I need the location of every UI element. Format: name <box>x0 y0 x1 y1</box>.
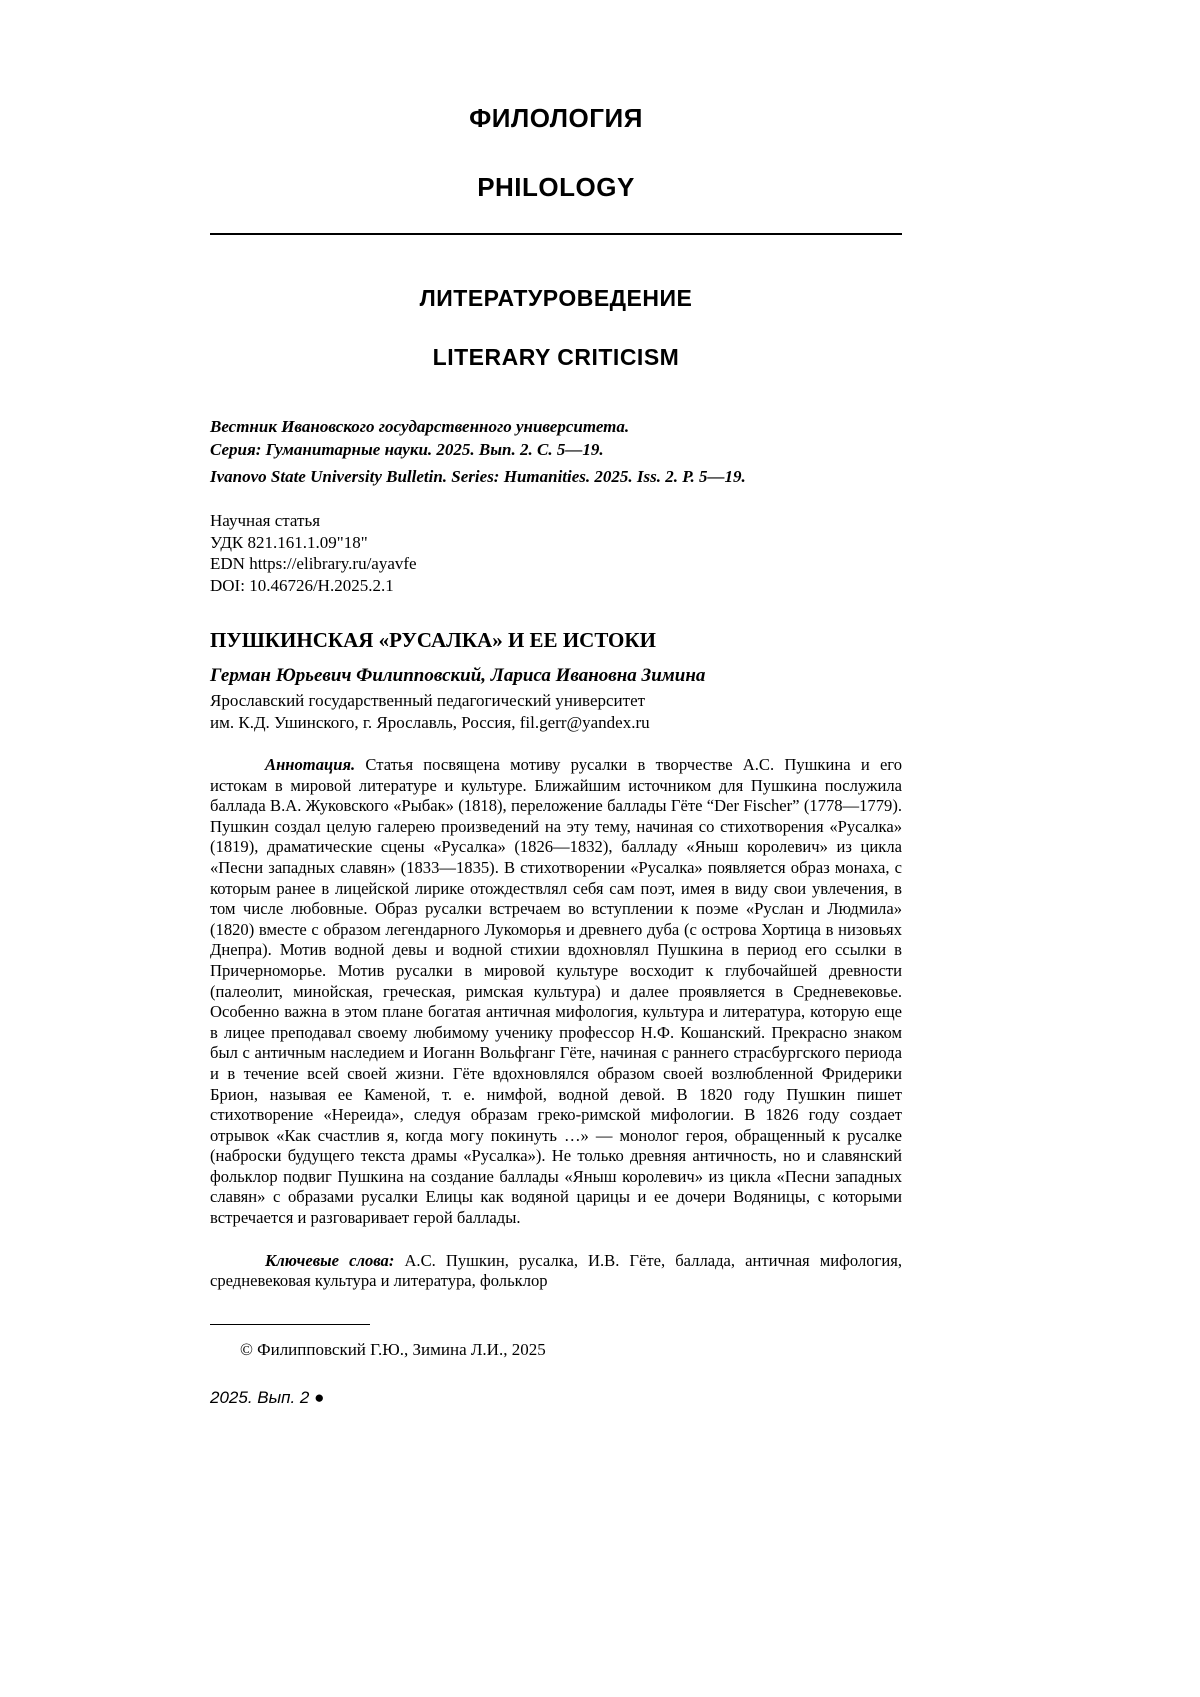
abstract-paragraph <box>210 755 902 1229</box>
doi-code: DOI: 10.46726/H.2025.2.1 <box>210 575 394 595</box>
article-type-label: Научная статья <box>210 511 321 530</box>
section-heading-en: PHILOLOGY <box>477 172 635 202</box>
affiliation-line1: Ярославский государственный педагогический университет <box>210 691 646 710</box>
article-meta <box>210 510 902 596</box>
journal-citation-ru-line1: Вестник Ивановского государственного университета. <box>210 417 630 436</box>
keywords-label: Ключевые слова: <box>265 1250 395 1270</box>
affiliation-line2: им. К.Д. Ушинского, г. Ярославль, Россия, fil.gerr@yandex.ru <box>210 712 650 732</box>
section-heading-ru: ФИЛОЛОГИЯ <box>469 103 643 133</box>
article-authors: Герман Юрьевич Филипповский, Лариса Ивановна Зимина <box>210 665 706 686</box>
abstract-label: Аннотация. <box>265 755 356 774</box>
abstract-text: Статья посвящена мотиву русалки в творчестве А.С. Пушкина и его истокам в мировой литературе и культуре. Ближайшим источником для Пушкина послужила баллада В.А. Жуковского «Рыбак» (1818), переложение баллады Гёте “Der Fischer” (1778—1779). Пушкин создал целую галерею произведений на эту тему, начиная со стихотворения «Русалка» (1819), драматические сцены «Русалка» (1826—1832), балладу «Яныш королевич» из цикла «Песни западных славян» (1833—1835). В стихотворении «Русалка» появляется образ монаха, с которым ранее в лицейской лирике отождествлял себя сам поэт, имея в виду свои увлечения, в том числе любовные. Образ русалки встречаем во вступлении к поэме «Руслан и Людмила» (1820) вместе с образом легендарного Лукоморья и древнего дуба (с острова Хортица в низовьях Днепра). Мотив водной девы и водной стихии вдохновлял Пушкина в период его ссылки в Причерноморье. Мотив русалки в мировой культуре восходит к глубочайшей древности (палеолит, минойская, греческая, римская культура) и далее проявляется в Средневековье. Особенно важна в этом плане богатая античная мифология, культура и литература, которую еще в лицее преподавал своему любимому ученику профессор Н.Ф. Кошанский. Прекрасно знаком был с античным наследием и Иоганн Вольфганг Гёте, начиная с раннего страсбургского периода и в течение всей своей жизни. Гёте вдохновлялся образом своей возлюбленной Фридерики Брион, называя ее Каменой, т. е. нимфой, водной девой. В 1820 году Пушкин пишет стихотворение «Нереида», следуя образам греко-римской мифологии. В 1826 году создает отрывок «Как счастлив я, когда могу покинуть …» — монолог героя, обращенный к русалке (наброски будущего текста драмы «Русалка»). Не только древняя античность, но и славянский фольклор подвиг Пушкина на создание баллады «Яныш королевич» из цикла «Песни западных славян» с образами русалки Елицы как водяной царицы и ее дочери Водяницы, с которыми встречается и разговаривает герой баллады. <box>210 755 902 1228</box>
journal-citation <box>210 415 902 488</box>
copyright-block <box>210 1324 902 1360</box>
copyright-line: © Филипповский Г.Ю., Зимина Л.И., 2025 <box>240 1339 546 1359</box>
edn-link: EDN https://elibrary.ru/ayavfe <box>210 554 417 573</box>
udc-code: УДК 821.161.1.09"18" <box>210 532 368 552</box>
article-title: ПУШКИНСКАЯ «РУСАЛКА» И ЕЕ ИСТОКИ <box>210 628 656 652</box>
footnote-rule <box>210 1324 370 1325</box>
subsection-heading-en: LITERARY CRITICISM <box>432 344 680 370</box>
journal-citation-en: Ivanovo State University Bulletin. Series: Humanities. 2025. Iss. 2. P. 5—19. <box>210 467 746 486</box>
issue-footer <box>210 1388 902 1408</box>
keywords-text: А.С. Пушкин, русалка, И.В. Гёте, баллада, античная мифология, средневековая культура и литература, фольклор <box>210 1250 902 1291</box>
keywords-paragraph <box>210 1251 902 1292</box>
issue-footer-text: 2025. Вып. 2 ● <box>210 1387 325 1407</box>
subsection-heading-ru: ЛИТЕРАТУРОВЕДЕНИЕ <box>419 285 693 311</box>
journal-citation-ru-line2: Серия: Гуманитарные науки. 2025. Вып. 2. С. 5—19. <box>210 440 604 459</box>
page-content <box>210 0 902 1408</box>
affiliation-block <box>210 690 902 733</box>
section-divider-rule <box>210 233 902 235</box>
